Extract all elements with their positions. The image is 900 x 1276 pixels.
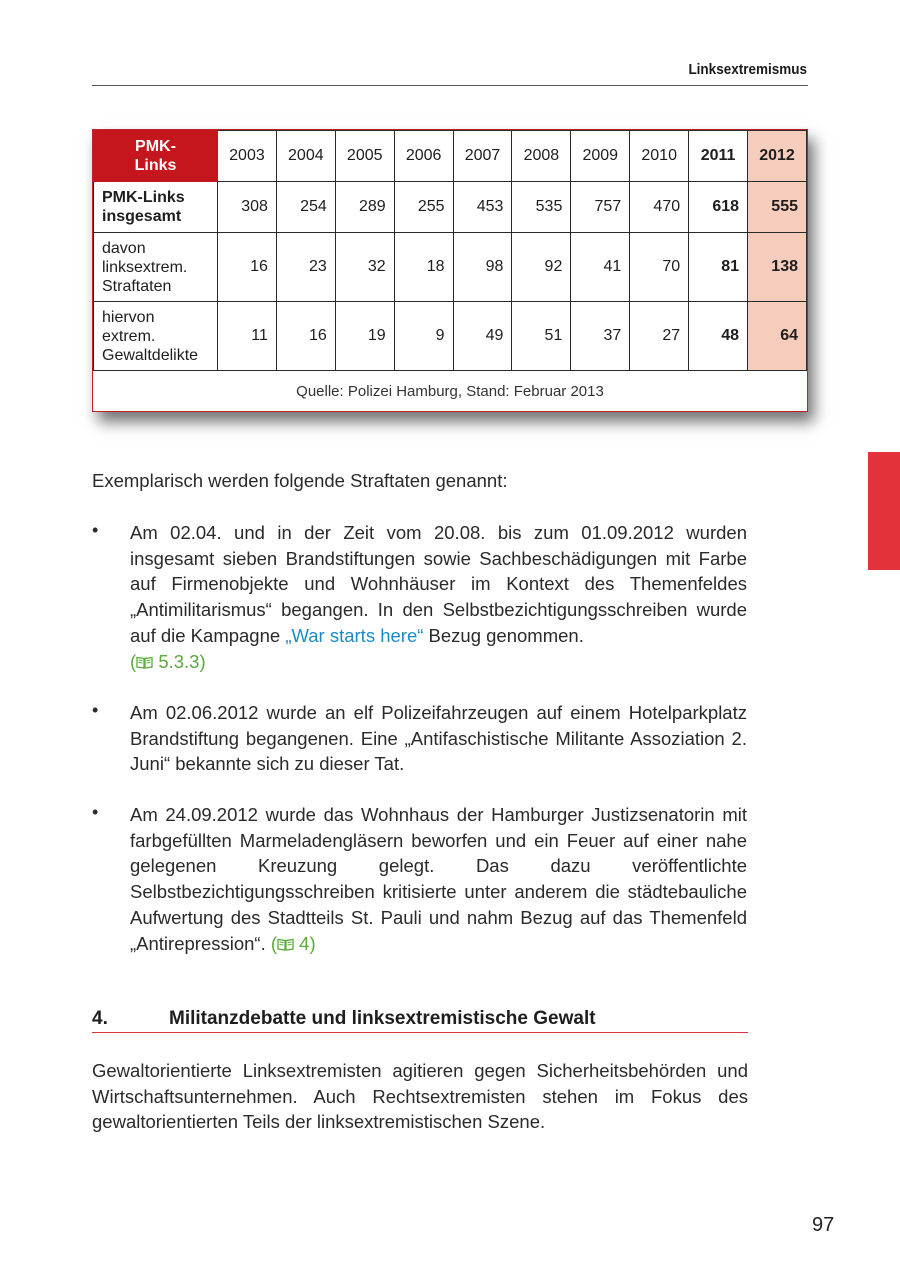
table-cell: 16 — [218, 233, 277, 302]
section-rule — [92, 1032, 748, 1033]
table-cell: 308 — [218, 182, 277, 233]
table-source-row — [94, 371, 807, 412]
bullet-item-1 — [130, 520, 747, 674]
book-icon — [136, 656, 153, 669]
corner-label-line: Links — [134, 157, 177, 174]
table-cell: 70 — [630, 233, 689, 302]
year-header: 2008 — [512, 131, 571, 182]
table-cell-highlight: 138 — [748, 233, 807, 302]
table-row — [94, 233, 807, 302]
cross-reference[interactable]: ( 5.3.3) — [130, 650, 206, 672]
year-header: 2003 — [218, 131, 277, 182]
table-cell: 92 — [512, 233, 571, 302]
section-number: 4. — [92, 1008, 108, 1029]
table-cell: 23 — [276, 233, 335, 302]
campaign-link[interactable]: „War starts here“ — [285, 624, 424, 646]
table-corner-label — [94, 131, 218, 182]
table-cell: 41 — [571, 233, 630, 302]
table-row — [94, 182, 807, 233]
year-header: 2007 — [453, 131, 512, 182]
table-cell: 453 — [453, 182, 512, 233]
bullet-marker: • — [92, 520, 99, 540]
year-header: 2004 — [276, 131, 335, 182]
table-header-row — [94, 131, 807, 182]
bullet-text: Am 02.04. und in der Zeit vom 20.08. bis zum 01.09.2012 wurden insgesamt sieben Brandstiftungen sowie Sachbeschädigungen mit Farbe auf Firmenobjekte und Wohnhäuser im Kontext des Themenfeldes „Antimilitarismus“ begangen. In den Selbstbezichtigungsschreiben wurde auf die Kampagne — [130, 522, 747, 646]
row-label-text: hiervon extrem. Gewaltdelikte — [102, 308, 199, 364]
year-header-highlight: 2012 — [748, 131, 807, 182]
table-cell: 255 — [394, 182, 453, 233]
section-paragraph: Gewaltorientierte Linksextremisten agitieren gegen Sicherheitsbehörden und Wirtschaftsunternehmen. Auch Rechtsextremisten stehen im Fokus des gewaltorientierten Teils der linksextremistischen Szene. — [92, 1060, 748, 1133]
table-cell: 49 — [453, 302, 512, 371]
section-heading — [92, 1008, 747, 1030]
table-cell-highlight: 64 — [748, 302, 807, 371]
cross-reference-number: 5.3.3 — [158, 650, 200, 672]
statistics-table — [92, 129, 808, 412]
table-cell: 618 — [689, 182, 748, 233]
table-cell: 254 — [276, 182, 335, 233]
table-cell: 470 — [630, 182, 689, 233]
table-cell: 18 — [394, 233, 453, 302]
table-cell: 16 — [276, 302, 335, 371]
cross-reference[interactable]: ( 4) — [270, 932, 316, 954]
table-cell: 9 — [394, 302, 453, 371]
table-cell-highlight: 555 — [748, 182, 807, 233]
corner-label-line: PMK- — [135, 138, 176, 155]
bullet-item-2: Am 02.06.2012 wurde an elf Polizeifahrzeugen auf einem Hotelparkplatz Brandstiftung begangenen. Eine „Antifaschistische Militante Assoziation 2. Juni“ bekannte sich zu dieser Tat. — [130, 702, 747, 775]
table-cell: 51 — [512, 302, 571, 371]
table-cell: 757 — [571, 182, 630, 233]
table-cell: 27 — [630, 302, 689, 371]
book-icon — [277, 938, 294, 951]
table-cell: 81 — [689, 233, 748, 302]
table-source: Quelle: Polizei Hamburg, Stand: Februar 2013 — [94, 371, 807, 412]
row-label — [94, 302, 218, 371]
bullet-marker: • — [92, 700, 99, 720]
row-label-text: davon linksextrem. Straftaten — [102, 239, 188, 295]
row-label — [94, 182, 218, 233]
running-header: Linksextremismus — [688, 61, 807, 78]
table-cell: 19 — [335, 302, 394, 371]
bullet-item-3 — [130, 802, 747, 956]
page-number: 97 — [812, 1214, 835, 1236]
year-header: 2005 — [335, 131, 394, 182]
chapter-tab-marker — [868, 452, 900, 570]
table-cell: 11 — [218, 302, 277, 371]
cross-reference-number: 4 — [299, 932, 310, 954]
year-header: 2009 — [571, 131, 630, 182]
table-cell: 98 — [453, 233, 512, 302]
table-cell: 535 — [512, 182, 571, 233]
bullet-text: Am 24.09.2012 wurde das Wohnhaus der Hamburger Justizsenatorin mit farbgefüllten Marmeladengläsern beworfen und ein Feuer auf einer nahe gelegenen Kreuzung gelegt. Das dazu veröffentlichte Selbstbezichtigungsschreiben kritisierte unter anderem die städtebauliche Aufwertung des Stadtteils St. Pauli und nahm Bezug auf das Themenfeld „Antirepression“. — [130, 804, 747, 954]
table-cell: 289 — [335, 182, 394, 233]
row-label — [94, 233, 218, 302]
bullet-text-end: Bezug genommen. — [423, 624, 584, 646]
year-header: 2011 — [689, 131, 748, 182]
section-title: Militanzdebatte und linksextremistische Gewalt — [169, 1008, 596, 1029]
bullet-marker: • — [92, 802, 99, 822]
header-rule — [92, 85, 808, 86]
table-cell: 32 — [335, 233, 394, 302]
year-header: 2006 — [394, 131, 453, 182]
row-label-text: PMK-Links insgesamt — [102, 189, 185, 225]
year-header: 2010 — [630, 131, 689, 182]
table-cell: 48 — [689, 302, 748, 371]
intro-paragraph: Exemplarisch werden folgende Straftaten genannt: — [92, 470, 508, 491]
table-cell: 37 — [571, 302, 630, 371]
table-row — [94, 302, 807, 371]
